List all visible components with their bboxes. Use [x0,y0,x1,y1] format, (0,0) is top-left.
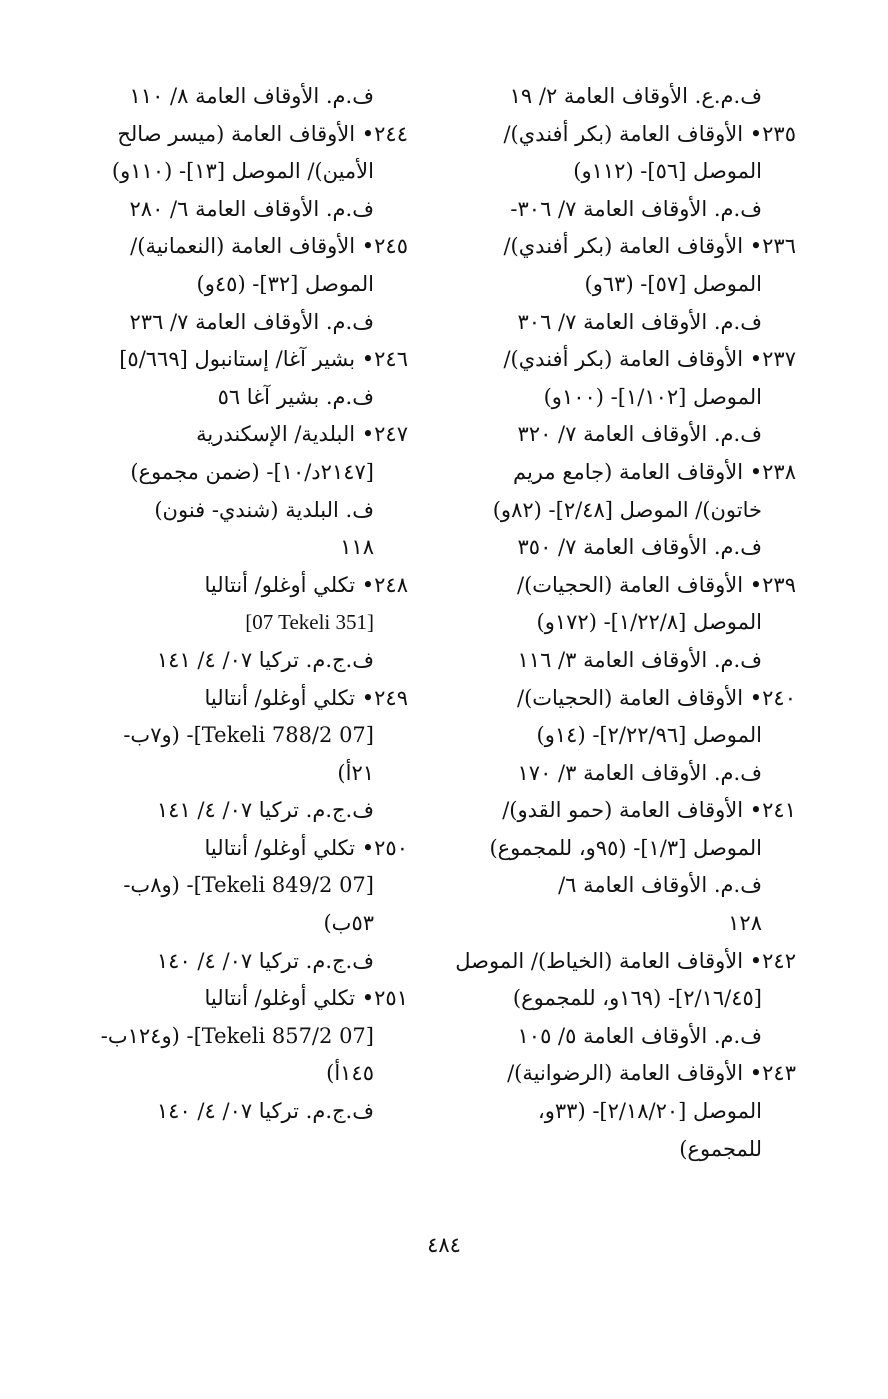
text-line: ف.م. الأوقاف العامة ٨/ ١١٠ [129,84,374,108]
text-line: ٥٣ب) [323,911,374,936]
text-line: ف.ج.م. تركيا ٠٧/ ٤/ ١٤١ [156,647,374,672]
text-line: الموصل [١/١٠٢]- (١٠٠و) [543,384,762,409]
text-line: ف.م. الأوقاف العامة ٦/ [558,873,762,898]
left-column [70,78,408,1131]
text-line: ف.م. بشير آغا ٥٦ [217,384,374,409]
text-line: ف.م. الأوقاف العامة ٧/ ٢٣٦ [129,309,374,334]
text-line: الموصل [٢/١٨/٢٠]- (٣٣و، [537,1099,762,1124]
right-column [448,78,796,1168]
text-line: ٢٣٩• الأوقاف العامة (الحجيات)/ [517,572,796,597]
text-line: [٢١٤٧د/١٠]- (ضمن مجموع) [130,459,374,484]
text-line: ٢٤٤• الأوقاف العامة (ميسر صالح [117,121,408,146]
text-line: ف.ج.م. تركيا ٠٧/ ٤/ ١٤٠ [156,948,374,973]
text-line: [07 Tekeli 857/2]- (و١٢٤ب- [100,1023,374,1048]
text-line: ١٢٨ [728,911,762,936]
text-line: ف.م.ع. الأوقاف العامة ٢/ ١٩ [509,84,762,108]
text-line: [07 Tekeli 849/2]- (و٨ب- [123,873,374,898]
text-line: ف.م. الأوقاف العامة ٦/ ٢٨٠ [129,196,374,221]
text-line: [07 Tekeli 351] [245,610,374,635]
text-line: ف.م. الأوقاف العامة ٣/ ١١٦ [517,647,762,672]
text-line: ١١٨ [340,535,374,560]
text-line: ٢٤٣• الأوقاف العامة (الرضوانية)/ [507,1061,796,1086]
text-line: الموصل [١/٢٢/٨]- (١٧٢و) [536,610,762,635]
text-line: ف. البلدية (شندي- فنون) [154,497,374,522]
text-line: ٢٣٥• الأوقاف العامة (بكر أفندي)/ [503,121,796,146]
text-line: ٢٣٨• الأوقاف العامة (جامع مريم [512,459,796,484]
text-line: ٢٤٥• الأوقاف العامة (النعمانية)/ [130,234,408,259]
text-line: ١٤٥أ) [326,1061,374,1086]
text-line: للمجموع) [679,1136,762,1161]
text-line: خاتون)/ الموصل [٢/٤٨]- (٨٢و) [492,497,762,522]
page-number: ٤٨٤ [427,1233,461,1257]
text-line: الموصل [٢/٢٢/٩٦]- (١٤و) [536,723,762,748]
text-line: ف.م. الأوقاف العامة ٧/ ٣٢٠ [517,422,762,447]
text-line: ٢٥١• تكلي أوغلو/ أنتاليا [204,986,408,1011]
text-line: ف.ج.م. تركيا ٠٧/ ٤/ ١٤١ [156,798,374,823]
text-line: ف.ج.م. تركيا ٠٧/ ٤/ ١٤٠ [156,1099,374,1124]
text-line: ٢٤١• الأوقاف العامة (حمو القدو)/ [502,798,796,823]
text-line: ف.م. الأوقاف العامة ٧/ ٣٠٦ [517,309,762,334]
text-line: ٢٤٧• البلدية/ الإسكندرية [196,422,408,447]
text-line: الموصل [٥٦]- (١١٢و) [573,159,762,184]
text-line: ٢٣٦• الأوقاف العامة (بكر أفندي)/ [503,234,796,259]
text-line: [07 Tekeli 788/2]- (و٧ب- [123,723,374,748]
text-line: ٢١أ) [337,760,374,785]
text-line: الأمين)/ الموصل [١٣]- (١١٠و) [111,159,374,184]
text-line: ٢٤٦• بشير آغا/ إستانبول [٥/٦٦٩] [119,347,408,372]
text-line: ٢٥٠• تكلي أوغلو/ أنتاليا [204,835,408,860]
text-line: ف.م. الأوقاف العامة ٣/ ١٧٠ [517,760,762,785]
text-line: ف.م. الأوقاف العامة ٥/ ١٠٥ [517,1023,762,1048]
text-line: ف.م. الأوقاف العامة ٧/ ٣٥٠ [517,535,762,560]
text-line: [٢/١٦/٤٥]- (١٦٩و، للمجموع) [512,986,762,1011]
text-line: ٢٤٠• الأوقاف العامة (الحجيات)/ [517,685,796,710]
text-line: ٢٤٢• الأوقاف العامة (الخياط)/ الموصل [455,948,796,973]
text-line: ٢٣٧• الأوقاف العامة (بكر أفندي)/ [503,347,796,372]
text-line: ف.م. الأوقاف العامة ٧/ ٣٠٦- [510,196,762,221]
text-line: ٢٤٨• تكلي أوغلو/ أنتاليا [204,572,408,597]
text-line: الموصل [٣٢]- (٤٥و) [196,271,374,296]
text-line: الموصل [١/٣]- (٩٥و، للمجموع) [489,835,762,860]
text-line: الموصل [٥٧]- (٦٣و) [584,271,762,296]
text-line: ٢٤٩• تكلي أوغلو/ أنتاليا [204,685,408,710]
